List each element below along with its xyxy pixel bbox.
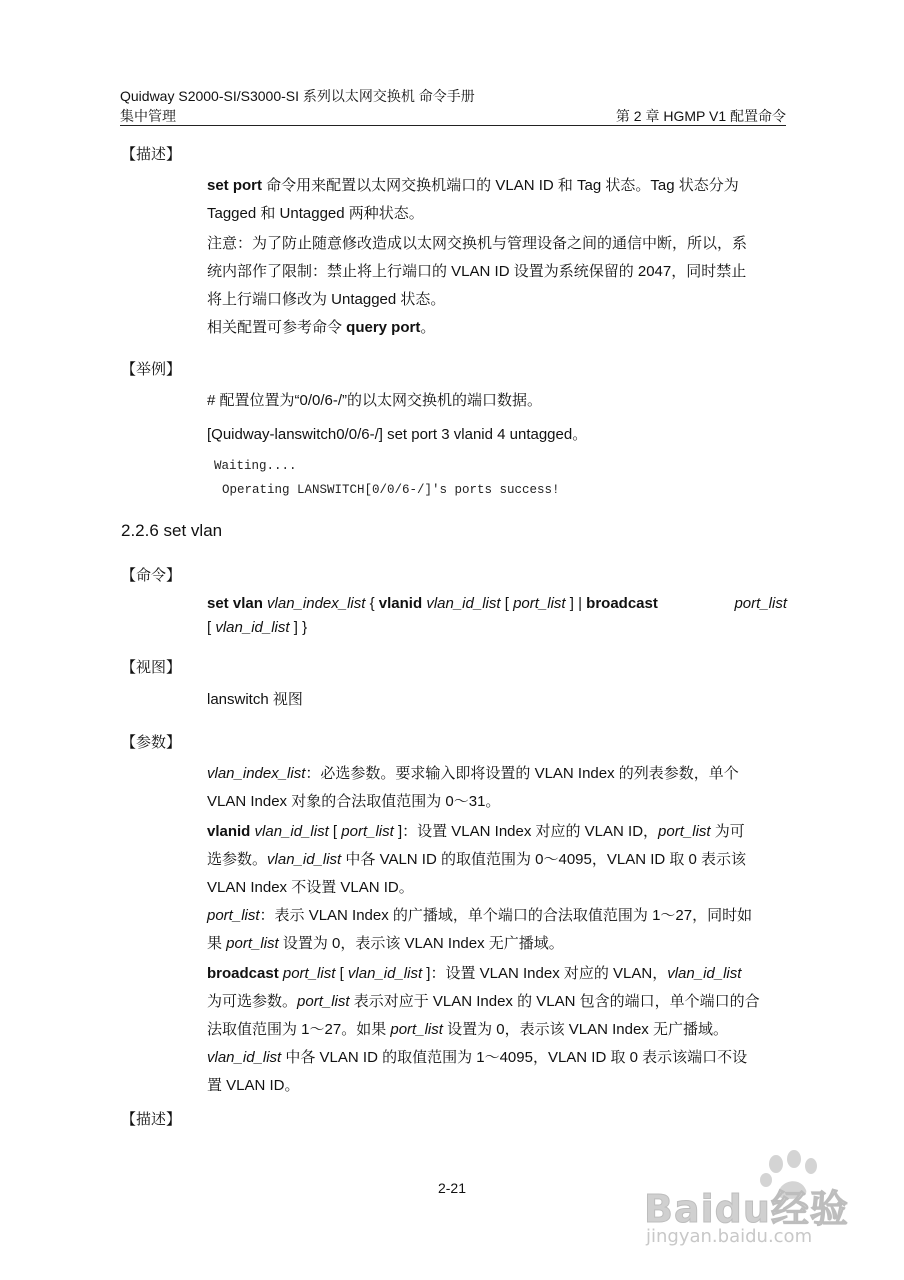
param-name: port_list bbox=[278, 965, 336, 982]
text-span: 果 bbox=[207, 935, 227, 952]
description-paragraph-1 bbox=[207, 172, 787, 228]
syntax-param: vlan_index_list bbox=[262, 595, 366, 612]
text-span: [ bbox=[335, 965, 348, 982]
command-syntax bbox=[207, 592, 787, 640]
text-span: 表示对应于 VLAN Index 的 VLAN 包含的端口，单个端口的合 bbox=[349, 993, 760, 1010]
param-name: vlan_id_list bbox=[667, 965, 742, 982]
example-command: [Quidway-lanswitch0/0/6-/] set port 3 vlanid 4 untagged。 bbox=[207, 426, 588, 443]
text-span: 设置为 0，表示该 VLAN Index 无广播域。 bbox=[278, 935, 564, 952]
param-name: vlan_id_list bbox=[250, 823, 329, 840]
section-label-description-2: 【描述】 bbox=[121, 1111, 182, 1128]
text-span: [ bbox=[500, 595, 514, 612]
watermark-logo: Baidu经验 bbox=[644, 1187, 849, 1231]
text-span: ：表示 VLAN Index 的广播域，单个端口的合法取值范围为 1～27，同时如 bbox=[259, 907, 753, 924]
text-span: ] } bbox=[289, 619, 308, 636]
param-keyword: vlanid bbox=[207, 823, 251, 840]
param-name: vlan_id_list bbox=[207, 1049, 282, 1066]
section-label-example: 【举例】 bbox=[121, 361, 182, 378]
text-line: VLAN Index 对象的合法取值范围为 0～31。 bbox=[207, 793, 501, 810]
param-name: vlan_id_list bbox=[267, 851, 342, 868]
section-label-view: 【视图】 bbox=[121, 659, 182, 676]
text-span: 为可 bbox=[710, 823, 745, 840]
section-label-description: 【描述】 bbox=[121, 146, 182, 163]
example-output-line-1: Waiting.... bbox=[214, 459, 297, 473]
text-span: 相关配置可参考命令 bbox=[207, 319, 347, 336]
section-label-command: 【命令】 bbox=[121, 567, 182, 584]
param-name: port_list bbox=[390, 1021, 443, 1038]
text-span: 。 bbox=[420, 319, 436, 336]
param-keyword: broadcast bbox=[207, 965, 279, 982]
text-span: 为可选参数。 bbox=[207, 993, 298, 1010]
watermark bbox=[638, 1150, 878, 1260]
text-line: 将上行端口修改为 Untagged 状态。 bbox=[207, 291, 446, 308]
param-name: port_list bbox=[341, 823, 394, 840]
text-span: 中各 VALN ID 的取值范围为 0～4095，VLAN ID 取 0 表示该 bbox=[341, 851, 747, 868]
param-port-list bbox=[207, 902, 787, 958]
syntax-keyword: set vlan bbox=[207, 595, 263, 612]
view-text: lanswitch 视图 bbox=[207, 691, 303, 708]
param-vlan-index-list bbox=[207, 760, 787, 816]
text-span: ：必选参数。要求输入即将设置的 VLAN Index 的列表参数，单个 bbox=[305, 765, 739, 782]
description-related bbox=[207, 314, 787, 342]
related-command: query port bbox=[346, 319, 421, 336]
param-name: port_list bbox=[658, 823, 711, 840]
description-note bbox=[207, 230, 787, 314]
page-number: 2-21 bbox=[437, 1180, 467, 1196]
text-span: ] | bbox=[565, 595, 587, 612]
text-span: ]：设置 VLAN Index 对应的 VLAN， bbox=[422, 965, 668, 982]
text-span: ]：设置 VLAN Index 对应的 VLAN ID， bbox=[393, 823, 659, 840]
text-span: 法取值范围为 1～27。如果 bbox=[207, 1021, 391, 1038]
param-name: port_list bbox=[226, 935, 279, 952]
text-line: Tagged 和 Untagged 两种状态。 bbox=[207, 205, 424, 222]
syntax-param: port_list bbox=[513, 595, 566, 612]
example-output-line-2: Operating LANSWITCH[0/0/6-/]'s ports success! bbox=[222, 483, 560, 497]
text-span: { bbox=[365, 595, 379, 612]
syntax-param: vlan_id_list bbox=[215, 619, 290, 636]
command-keyword: set port bbox=[207, 177, 263, 194]
watermark-url: jingyan.baidu.com bbox=[646, 1226, 813, 1247]
param-vlanid bbox=[207, 818, 787, 902]
chapter-title-right: 第 2 章 HGMP V1 配置命令 bbox=[615, 108, 786, 124]
manual-title: Quidway S2000-SI/S3000-SI 系列以太网交换机 命令手册 bbox=[120, 88, 475, 104]
param-name: port_list bbox=[207, 907, 260, 924]
text-span: [ bbox=[328, 823, 342, 840]
text-span: 设置为 0，表示该 VLAN Index 无广播域。 bbox=[442, 1021, 728, 1038]
syntax-keyword: vlanid bbox=[378, 595, 423, 612]
syntax-keyword: broadcast bbox=[586, 595, 658, 612]
text-line: 注意：为了防止随意修改造成以太网交换机与管理设备之间的通信中断，所以，系 bbox=[207, 235, 748, 252]
param-broadcast bbox=[207, 960, 787, 1100]
text-span: 命令用来配置以太网交换机端口的 VLAN ID 和 Tag 状态。Tag 状态分为 bbox=[262, 177, 739, 194]
example-comment: # 配置位置为“0/0/6-/”的以太网交换机的端口数据。 bbox=[207, 392, 543, 409]
text-span: 中各 VLAN ID 的取值范围为 1～4095，VLAN ID 取 0 表示该端口不设 bbox=[281, 1049, 748, 1066]
param-name: vlan_index_list bbox=[207, 765, 306, 782]
param-name: vlan_id_list bbox=[347, 965, 423, 982]
syntax-param: vlan_id_list bbox=[422, 595, 501, 612]
text-line: VLAN Index 不设置 VLAN ID。 bbox=[207, 879, 414, 896]
section-heading: 2.2.6 set vlan bbox=[121, 521, 223, 540]
param-name: port_list bbox=[297, 993, 350, 1010]
text-line: 置 VLAN ID。 bbox=[207, 1077, 300, 1094]
chapter-section-left: 集中管理 bbox=[120, 108, 176, 124]
text-span: 选参数。 bbox=[207, 851, 268, 868]
header-rule bbox=[120, 125, 786, 126]
syntax-param: port_list bbox=[734, 595, 787, 612]
section-label-parameters: 【参数】 bbox=[121, 734, 182, 751]
text-line: 统内部作了限制：禁止将上行端口的 VLAN ID 设置为系统保留的 2047，同时禁止 bbox=[207, 263, 747, 280]
text-span: [ bbox=[207, 619, 216, 636]
